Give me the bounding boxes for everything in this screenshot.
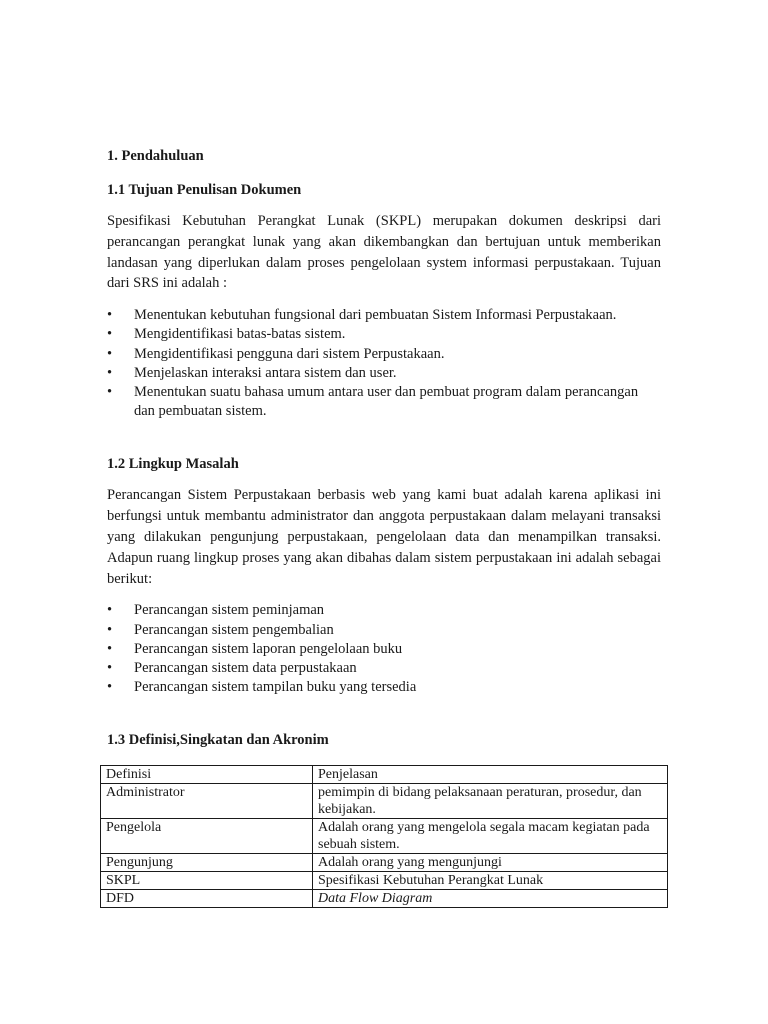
table-cell-description: pemimpin di bidang pelaksanaan peraturan, prosedur, dan kebijakan.: [313, 784, 668, 819]
definitions-table: [100, 765, 668, 908]
list-item: • Menentukan kebutuhan fungsional dari pembuatan Sistem Informasi Perpustakaan.: [107, 306, 661, 325]
table-cell-term: DFD: [101, 890, 313, 908]
section-1-1-paragraph: Spesifikasi Kebutuhan Perangkat Lunak (SKPL) merupakan dokumen deskripsi dari perancangan perangkat lunak yang akan dikembangkan dan bertujuan untuk memberikan landasan yang diperlukan dalam proses pengelolaan system informasi perpustakaan. Tujuan dari SRS ini adalah :: [107, 213, 661, 292]
section-1-1-heading: 1.1 Tujuan Penulisan Dokumen: [107, 182, 302, 198]
table-cell-term: Administrator: [101, 784, 313, 819]
table-cell-description: Data Flow Diagram: [313, 890, 668, 908]
table-row: [101, 872, 668, 890]
section-1-3-heading: 1.3 Definisi,Singkatan dan Akronim: [107, 732, 329, 749]
list-item: • Menjelaskan interaksi antara sistem dan user.: [107, 364, 661, 383]
table-row: [101, 819, 668, 854]
table-cell-term: Pengunjung: [101, 854, 313, 872]
table-row: [101, 784, 668, 819]
table-cell-description: Spesifikasi Kebutuhan Perangkat Lunak: [313, 872, 668, 890]
list-item: • Menentukan suatu bahasa umum antara user dan pembuat program dalam perancangan dan pembuatan sistem.: [107, 383, 661, 421]
list-item: • Perancangan sistem laporan pengelolaan buku: [107, 640, 661, 659]
table-cell-term: SKPL: [101, 872, 313, 890]
table-row: [101, 854, 668, 872]
list-item: • Mengidentifikasi batas-batas sistem.: [107, 325, 661, 344]
table-cell-description: Adalah orang yang mengunjungi: [313, 854, 668, 872]
section-1-1-bullet-list: [107, 306, 661, 421]
table-header-row: [101, 766, 668, 784]
table-cell-term: Pengelola: [101, 819, 313, 854]
section-1-2-bullet-list: [107, 601, 661, 697]
section-1-heading: 1. Pendahuluan: [107, 148, 204, 164]
table-header-cell: Definisi: [101, 766, 313, 784]
list-item: • Perancangan sistem tampilan buku yang tersedia: [107, 678, 661, 697]
list-item: • Perancangan sistem pengembalian: [107, 621, 661, 640]
table-row: [101, 890, 668, 908]
table-cell-description: Adalah orang yang mengelola segala macam kegiatan pada sebuah sistem.: [313, 819, 668, 854]
list-item: • Perancangan sistem peminjaman: [107, 601, 661, 620]
list-item: • Perancangan sistem data perpustakaan: [107, 659, 661, 678]
section-1-2-paragraph: Perancangan Sistem Perpustakaan berbasis web yang kami buat adalah karena aplikasi ini berfungsi untuk membantu administrator dan anggota perpustakaan dalam melayani transaksi yang dilakukan pengunjung perpustakaan, pengelolaan data dan menampilkan transaksi. Adapun ruang lingkup proses yang akan dibahas dalam sistem perpustakaan ini adalah sebagai berikut:: [107, 487, 661, 587]
table-header-cell: Penjelasan: [313, 766, 668, 784]
section-1-2-heading: 1.2 Lingkup Masalah: [107, 456, 239, 473]
list-item: • Mengidentifikasi pengguna dari sistem Perpustakaan.: [107, 345, 661, 364]
document-page: [107, 146, 661, 761]
